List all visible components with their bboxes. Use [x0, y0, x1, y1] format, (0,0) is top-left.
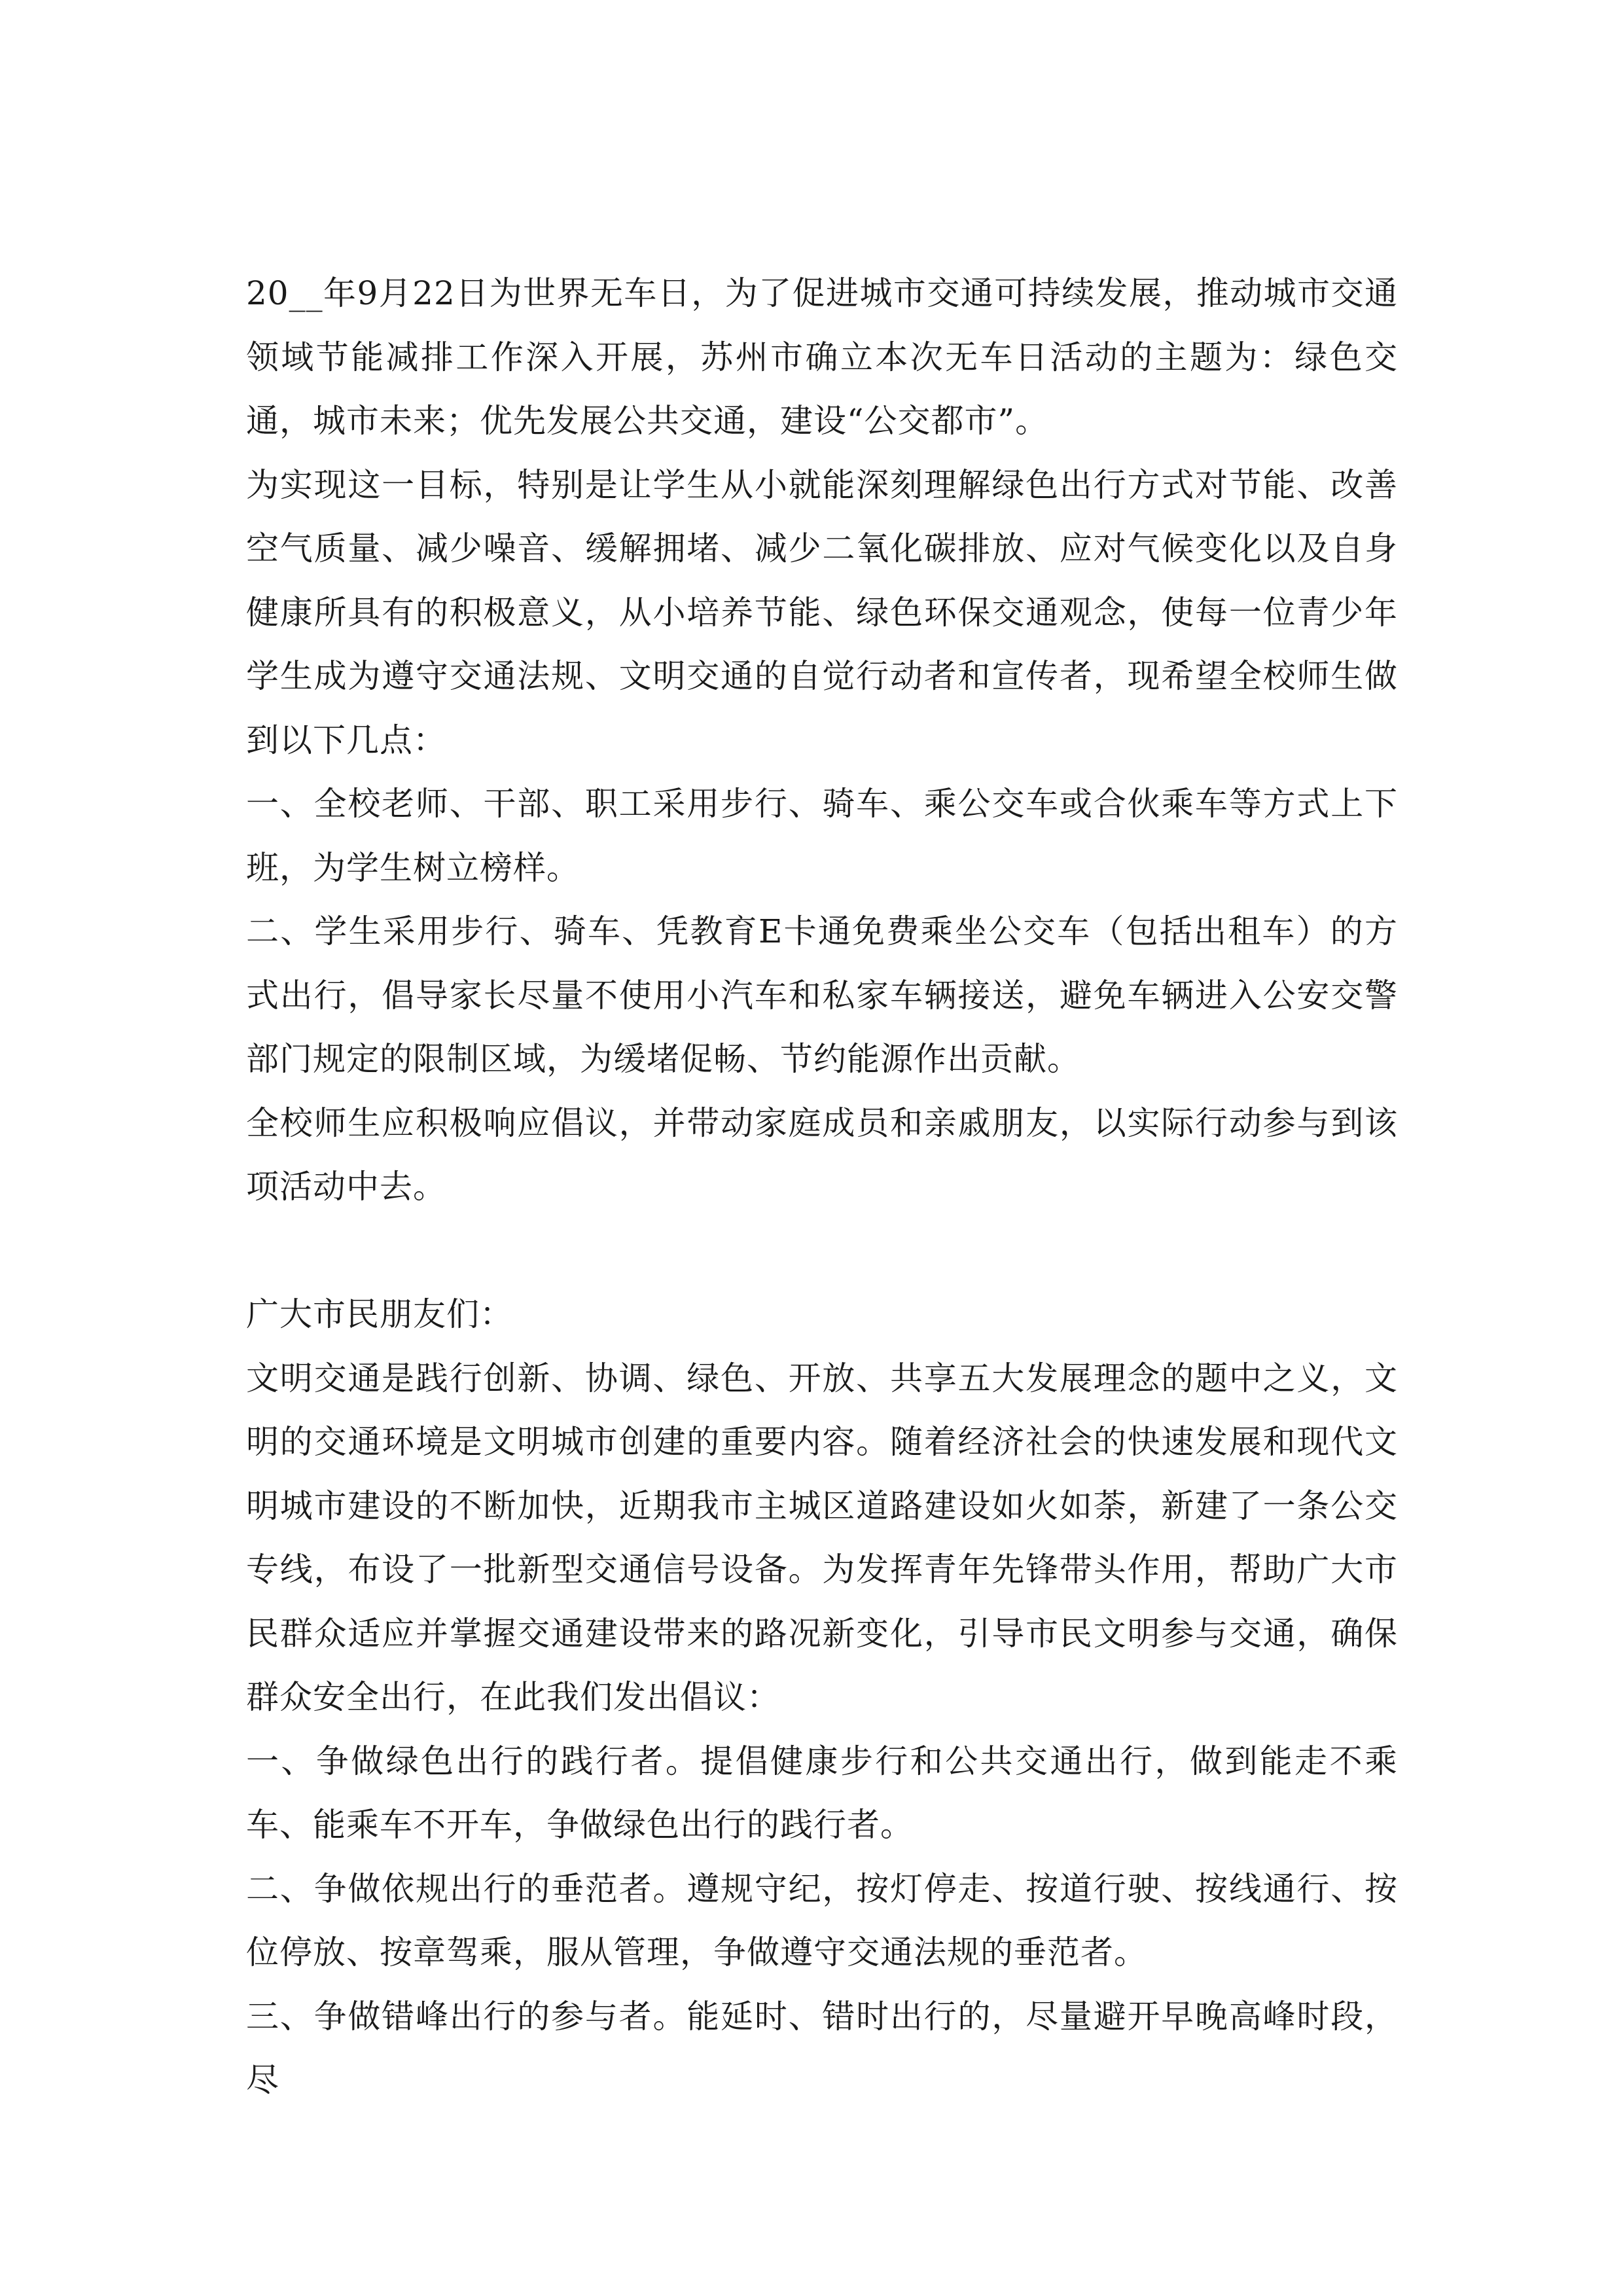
- paragraph-rule-compliance: 二、争做依规出行的垂范者。遵规守纪，按灯停走、按道行驶、按线通行、按位停放、按章驾乘，服从管理，争做遵守交通法规的垂范者。: [246, 1869, 1398, 1971]
- paragraph-car-free-day-intro: 20__年9月22日为世界无车日，为了促进城市交通可持续发展，推动城市交通领域节能减排工作深入开展，苏州市确立本次无车日活动的主题为：绿色交通，城市未来；优先发展公共交通，建设“公交都市”。: [246, 274, 1398, 440]
- paragraph-student-travel: 二、学生采用步行、骑车、凭教育E卡通免费乘坐公交车（包括出租车）的方式出行，倡导家长尽量不使用小汽车和私家车辆接送，避免车辆进入公安交警部门规定的限制区域，为缓堵促畅、节约能源作出贡献。: [246, 912, 1398, 1078]
- world-car-free-day-section: [246, 262, 1398, 1219]
- paragraph-civilized-traffic-intro: 文明交通是践行创新、协调、绿色、开放、共享五大发展理念的题中之义，文明的交通环境是文明城市创建的重要内容。随着经济社会的快速发展和现代文明城市建设的不断加快，近期我市主城区道路建设如火如荼，新建了一条公交专线，布设了一批新型交通信号设备。为发挥青年先锋带头作用，帮助广大市民群众适应并掌握交通建设带来的路况新变化，引导市民文明参与交通，确保群众安全出行，在此我们发出倡议：: [246, 1359, 1398, 1716]
- paragraph-goal: 为实现这一目标，特别是让学生从小就能深刻理解绿色出行方式对节能、改善空气质量、减少噪音、缓解拥堵、减少二氧化碳排放、应对气候变化以及自身健康所具有的积极意义，从小培养节能、绿色环保交通观念，使每一位青少年学生成为遵守交通法规、文明交通的自觉行动者和宣传者，现希望全校师生做到以下几点：: [246, 465, 1398, 759]
- civilized-traffic-proposal-section: [246, 1283, 1398, 2113]
- paragraph-call-to-action: 全校师生应积极响应倡议，并带动家庭成员和亲戚朋友，以实际行动参与到该项活动中去。: [246, 1103, 1398, 1206]
- paragraph-green-travel: 一、争做绿色出行的践行者。提倡健康步行和公共交通出行，做到能走不乘车、能乘车不开车，争做绿色出行的践行者。: [246, 1742, 1398, 1844]
- paragraph-off-peak-travel: 三、争做错峰出行的参与者。能延时、错时出行的，尽量避开早晚高峰时段，尽: [246, 1997, 1398, 2099]
- salutation: 广大市民朋友们：: [246, 1295, 513, 1333]
- paragraph-staff-commute: 一、全校老师、干部、职工采用步行、骑车、乘公交车或合伙乘车等方式上下班，为学生树立榜样。: [246, 785, 1398, 887]
